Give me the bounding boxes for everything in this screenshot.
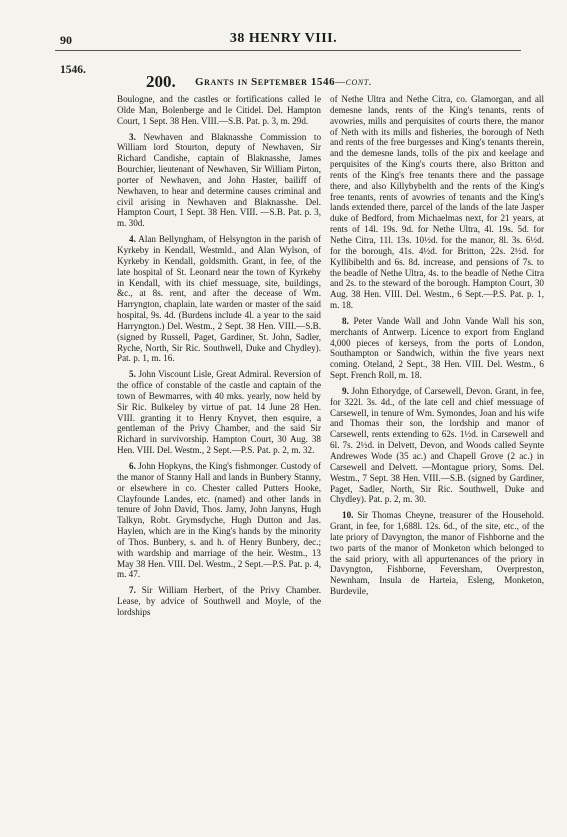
entry-text: Alan Bellyngham, of Helsyngton in the parish of Kyrkeby in Kendall, Westmld., and Alan Wylson, of Kyrkeby in Kendall, goldsmith. Grant, in fee, of the late hospital of St. Leonard near the town of Kyrkeby in Kendall, with its chief messuage, site, buildings, &c., at 8s. rent, and after the decease of Wm. Harryngton, chaplain, late warden or master of the said hospital, 9s. 4d. (Burdens include 4l. a year to the said Harryngton.) Del. Westm., 2 Sept. 38 Hen. VIII.—S.B. (signed by Russell, Paget, Gardiner, St. John, Sadler, Ryche, North, Sir Ric. Southwell, Duke and Chydley). Pat. p. 1, m. 16. bbox=[117, 234, 321, 364]
entry-8 bbox=[330, 316, 544, 381]
entry-7-continued: of Nethe Ultra and Nethe Citra, co. Glamorgan, and all demesne lands, rents of the King's tenants, rents of avowries, mills and perquisites of courts there, the manor of Neth with its mills and fisheries, the borough of Neth and rents of the free burgesses and King's tenants therein, and the demesne lands, tolls of the pix and keelage and perquisites of the King's courts there, also Britton and rents of the King's free tenants there and the passage there, and also Killybybelth and the rents of the King's free tenants, rents of avowries of tenants and the King's lands extended there, parcel of the lands of the late Jasper duke of Bedford, from Michaelmas next, for 21 years, at rents of 14l. 19s. 9d. for Nethe Ultra, 4l. 19s. 5d. for Nethe Citra, 11l. 13s. 10½d. for the manor, 8l. 3s. 6½d. for the borough, 41s. 4½d. for Britton, 22s. 2½d. for Kyllibibelth and 6s. 8d. increase, and pensions of 7s. to the beadle of Nethe Ultra, 4s. to the beadle of Nethe Citra and 2s. to the steward of the borough. Hampton Court, 30 Aug. 38 Hen. VIII. Del. Westm., 6 Sept.—P.S. Pat. p. 1, m. 18. bbox=[330, 94, 544, 311]
entry-4 bbox=[117, 234, 321, 364]
header-rule bbox=[55, 50, 521, 51]
entry-number: 8. bbox=[342, 315, 349, 326]
entry-number: 3. bbox=[129, 131, 136, 142]
entry-9 bbox=[330, 386, 544, 505]
entry-text: Newhaven and Blaknasshe Commission to William lord Stourton, deputy of Newhaven, Sir Richard Candishe, captain of Blaknasshe, James Bourchier, lieutenant of Newhaven, Sir William Pirton, porter of Newhaven, and John Haster, bailiff of Newhaven, to hear and determine causes criminal and civil arising in Newhaven and Blaknasshe. Del. Hampton Court, 1 Sept. 38 Hen. VIII. —S.B. Pat. p. 3, m. 30d. bbox=[117, 131, 322, 229]
entry-7 bbox=[117, 585, 321, 618]
entry-text: Peter Vande Wall and John Vande Wall his son, merchants of Antwerp. Licence to export from England 4,000 pieces of kerseys, from the ports of London, Southampton or Sandwich, within the five years next coming. Oteland, 2 Sept., 38 Hen. VIII. Del. Westm., 6 Sept. French Roll, m. 18. bbox=[330, 315, 545, 381]
left-column bbox=[117, 94, 321, 623]
entry-continued: Boulogne, and the castles or fortifications called le Olde Man, Bolenberge and le Citidel. Del. Hampton Court, 1 Sept. 38 Hen. VIII.—S.B. Pat. p. 3, m. 29d. bbox=[117, 94, 321, 126]
running-head: 38 HENRY VIII. bbox=[229, 31, 338, 46]
entry-6 bbox=[117, 461, 321, 580]
section-title-cont: —cont. bbox=[335, 76, 373, 88]
entry-number: 5. bbox=[129, 369, 136, 380]
entry-number: 7. bbox=[129, 585, 136, 596]
entry-5 bbox=[117, 369, 321, 456]
entry-number: 6. bbox=[129, 461, 136, 471]
margin-year: 1546. bbox=[60, 64, 86, 76]
entry-number: 4. bbox=[129, 234, 136, 245]
entry-10 bbox=[330, 510, 544, 597]
entry-text: Sir William Herbert, of the Privy Chamber. Lease, by advice of Southwell and Moyle, of the lordships bbox=[117, 585, 321, 617]
entry-number: 9. bbox=[342, 385, 349, 396]
right-column bbox=[330, 94, 544, 602]
entry-text: John Hopkyns, the King's fishmonger. Custody of the manor of Stanny Hall and lands in Bunbery Stanny, or elsewhere in co. Chester called Putters Hooke, Clayfounde Landes, etc. (named) and other lands in tenure of John David, Thos. Jamy, John Janyns, Hugh Talkyn, Robt. Grymsdyche, Hugh Dutton and Jas. Haylen, which are in the King's hands by the minority of Thos. Bunbery, s. and h. of Henry Bunbery, dec.; with wardship and marriage of the heir. Westm., 13 May 38 Hen. VIII. Del. Westm., 2 Sept.—P.S. Pat. p. 4, m. 47. bbox=[117, 461, 321, 580]
entry-text: John Viscount Lisle, Great Admiral. Reversion of the office of constable of the castle and captain of the town of Bewmarres, with 40 mks. yearly, now held by Sir Ric. Bulkeley by virtue of pat. 14 June 28 Hen. VIII. granting it to Henry Knyvet, then esquire, a gentleman of the Privy Chamber, and the said Sir Richard in survivorship. Hampton Court, 30 Aug. 38 Hen. VIII. Del. Westm., 2 Sept.—P.S. Pat. p. 2, m. 32. bbox=[117, 369, 321, 456]
entry-text: John Ethorydge, of Carsewell, Devon. Grant, in fee, for 322l. 3s. 4d., of the late cell and chief messuage of Carsewell, in tenure of Wm. Symondes, Joan and his wife and Thomas their son, the lordship and manor of Carsewell, rents extending to 62s. 1½d. in Carsewell and 6l. 7s. 2½d. in Delvett, Devon, and Woods called Seynte Andrewes Wode (35 ac.) and Chapell Grove (2 ac.) in Carsewell and Delvett. —Montague priory, Soms. Del. Westm., 7 Sept. 38 Hen. VIII.—S.B. (signed by Gardiner, Paget, Sadler, North, Sir Ric. Southwell, Duke and Chydley). Pat. p. 2, m. 30. bbox=[330, 385, 544, 505]
entry-3 bbox=[117, 132, 321, 230]
watermark-stamp bbox=[0, 609, 76, 631]
entry-number: 10. bbox=[342, 510, 354, 521]
volume-number: 200. bbox=[146, 72, 176, 91]
section-title bbox=[195, 76, 372, 88]
section-title-main: Grants in September 1546 bbox=[195, 76, 336, 88]
page-number: 90 bbox=[60, 33, 72, 47]
entry-text: Sir Thomas Cheyne, treasurer of the Household. Grant, in fee, for 1,688l. 12s. 6d., of the site, etc., of the late priory of Davyngton, the manor of Fishborne and the two parts of the manor of Monketon which belonged to the said priory, with all appurtenances of the priory in Davyngton, Fishborne, Feversham, Overpreston, Newnham, Insula de Harteia, Esleng, Monketon, Burdevile, bbox=[330, 510, 544, 597]
